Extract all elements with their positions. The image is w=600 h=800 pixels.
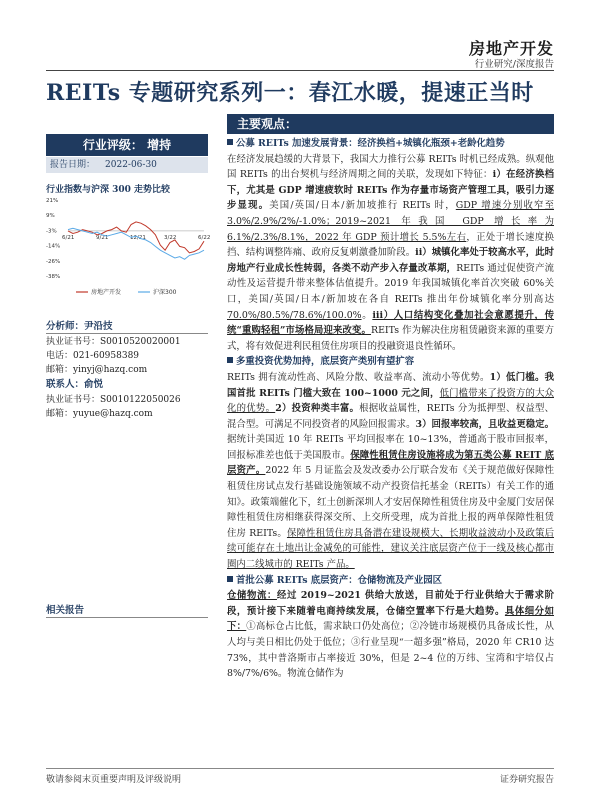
industry-rating: 行业评级： 增持 (46, 134, 208, 156)
section-heading: 首批公募 REITs 底层资产：仓储物流及产业园区 (227, 573, 554, 589)
report-date-label: 报告日期： (50, 160, 96, 170)
industry-name: 房地产开发 (468, 39, 554, 58)
related-reports-heading: 相关报告 (46, 602, 208, 618)
bullet-square-icon (227, 357, 233, 363)
series-line (68, 228, 204, 259)
contact-email[interactable]: 邮箱：yuyue@hazq.com (46, 409, 153, 419)
y-tick-label: -14% (46, 243, 61, 250)
chart-title: 行业指数与沪深 300 走势比较 (46, 185, 171, 195)
footer-divider (46, 768, 554, 769)
y-tick-label: 9% (46, 213, 55, 220)
report-type: 行业研究/深度报告 (474, 59, 554, 70)
footer-label: 证券研究报告 (499, 775, 554, 785)
y-tick-label: -38% (46, 274, 61, 280)
section-heading: 公募 REITs 加速发展背景：经济换档+城镇化瓶颈+老龄化趋势 (227, 136, 554, 152)
y-tick-label: 21% (46, 198, 59, 204)
legend-label: 沪深300 (153, 289, 177, 296)
footer-disclaimer: 敬请参阅末页重要声明及评级说明 (46, 775, 182, 785)
paragraph: 仓储物流：经过 2019~2021 供给大放送，目前处于行业供给大于需求阶段，预计接下来随着电商持续发展，仓储空置率下行是大趋势。具体细分如下：①高标仓占比低，需求缺口仍处高位；②冷链市场规模仍具备成长性，从人均与美日相比仍处于低位；③行业呈现“一超多强”格局，2020 年 CR10 达 73%，其中普洛斯市占率接近 30%，但是 2~4 位的万纬、宝湾和宇培仅占 8%/7%/6%。物流仓储作为 (227, 590, 554, 680)
x-tick-label: 12/21 (130, 234, 146, 241)
paragraph: REITs 拥有流动性高、风险分散、收益率高、流动小等优势。1）低门槛。我国首批 REITs 门槛大致在 100~1000 元之间，低门槛带来了投资方的大众化的优势。2）投资种类丰富。根据收益属性，REITs 分为抵押型、权益型、混合型。可满足不同投资者的风险回报需求。3）回报率较高，且收益更稳定。据统计美国近 10 年 REITs 平均回报率在 10~13%，普通高于股市回报率，回报标准差也低于美国股市。保障性租赁住房设施将成为第五类公募 REIT 底层资产。2022 年 5 月证监会及发改委办公厅联合发布《关于规范做好保障性租赁住房试点发行基础设施领域不动产投资信托基金（REITs）有关工作的通知》。政策端催化下，红土创新深圳人才安居保障性租赁住房及中金厦门安居保障性租赁住房相继获得深交所、上交所受理，成为首批上报的两单保障性租赁住房 REITs。保障性租赁住房具备潜在建设规模大、长期收益波动小及政策后续可能存在土地出让金减免的可能性，建议关注底层资产位于一线及核心都市圈内二线城市的 REITs 产品。 (227, 371, 554, 571)
x-tick-label: 9/21 (96, 234, 109, 241)
y-tick-label: -3% (46, 228, 57, 235)
paragraph: 在经济发展趋缓的大背景下，我国大力推行公募 REITs 时机已经成熟。纵观他国 REITs 的出台契机与经济周期之间的关联，发现如下特征：i）在经济换档下，尤其是 GDP 增速疲软时 REITs 作为存量市场资产管理工具，吸引力逐步显现。美国/英国/日本/新加坡推行 REITs 时，GDP 增速分别收窄至 3.0%/2.9%/2%/-1.0%；2019~2021 年我国 GDP 增长率为 6.1%/2.3%/8.1%，2022 年 GDP 预计增长 5.5%左右，正处于增长速度换挡、结构调整阵痛、政府反复刺激叠加阶段。ii）城镇化率处于较高水平，此时房地产行业成长性转弱，各类不动产步入存量改革期，REITs 通过促使资产流动性及运营提升带来整体估值提升。2019 年我国城镇化率首次突破 60%关口，美国/英国/日本/新加坡在各自 REITs 推出年份城镇化率分别高达 70.0%/80.5%/78.6%/100.0%。iii）人口结构变化叠加社会意愿提升，传统“重购轻租”市场格局迎来改变。REITs 作为解决住房租赁融资来源的重要方式，将有效促进利民租赁住房项目的投融资退良性循环。 (227, 153, 554, 352)
y-tick-label: -26% (46, 258, 61, 265)
analyst-phone: 电话：021-60958389 (46, 351, 140, 361)
section-heading: 多重投资优势加持，底层资产类别有望扩容 (227, 354, 554, 370)
index-comparison-chart (46, 196, 211, 312)
contact-cert: 执业证书号：S0010122050026 (46, 395, 181, 405)
analyst-cert: 执业证书号：S0010520020001 (46, 337, 181, 347)
report-date-row (46, 157, 208, 173)
x-tick-label: 3/22 (164, 234, 177, 241)
analyst-name: 分析师：尹沿技 (46, 318, 208, 334)
contact-name: 联系人：俞悦 (46, 379, 104, 390)
x-tick-label: 6/22 (198, 234, 211, 241)
analyst-email[interactable]: 邮箱：yinyj@hazq.com (46, 365, 148, 375)
bullet-square-icon (227, 139, 233, 145)
main-body (227, 136, 554, 682)
page-title: REITs 专题研究系列一：春江水暖，提速正当时 (46, 80, 534, 106)
legend-label: 房地产开发 (91, 289, 122, 296)
report-date-value: 2022-06-30 (105, 160, 157, 170)
x-tick-label: 6/21 (62, 234, 75, 241)
main-points-heading: 主要观点： (227, 114, 554, 134)
bullet-square-icon (227, 576, 233, 582)
header-divider (46, 70, 554, 71)
